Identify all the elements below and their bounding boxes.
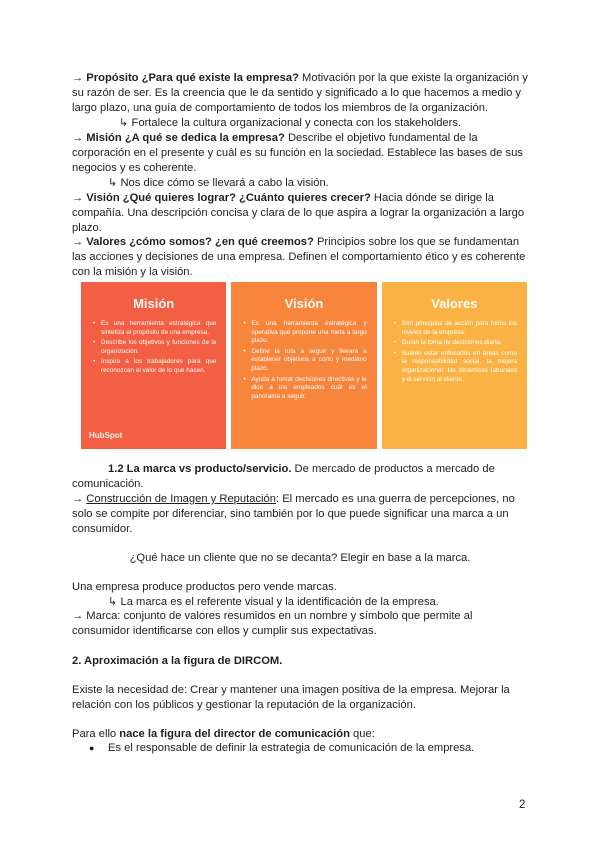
marca-definition-line-2: consumidor identificarse con ellos y cumplir sus expectativas.: [72, 625, 377, 637]
column-item: • Inspira a los trabajadores para que reconozcan el valor de lo que hacen.: [101, 358, 216, 375]
arrow: →: [72, 72, 87, 84]
dircom-heading: 2. Aproximación a la figura de DIRCOM.: [72, 655, 283, 667]
proposito-title: Propósito ¿Para qué existe la empresa?: [86, 72, 299, 84]
infographic-column-mision: [81, 282, 226, 449]
vision-line-1: [72, 191, 494, 206]
arrow: →: [72, 192, 87, 204]
column-item: • Suelen estar enfocados en áreas como la responsabilidad social, la mejora organizacional, las dinámicas laborales y el servicio al cliente.: [402, 350, 517, 384]
page-number: 2: [519, 799, 526, 811]
proposito-line-3: largo plazo, una guía de comportamiento de todos los miembros de la organización.: [72, 102, 489, 114]
mision-line-3: negocios y es coherente.: [72, 162, 197, 174]
arrow: →: [72, 132, 87, 144]
valores-text: Principios sobre los que se fundamentan: [313, 236, 520, 248]
dircom-paragraph-line-2: relación con los públicos y gestionar la reputación de la organización.: [72, 699, 416, 711]
column-item: • Es una herramienta estratégica que sintetiza el propósito de una empresa.: [101, 320, 216, 337]
column-item: • Guían la toma de decisiones diaria.: [402, 339, 517, 348]
dircom-intro: [72, 727, 375, 742]
mision-title: Misión ¿A qué se dedica la empresa?: [86, 132, 285, 144]
column-item: • Son principios de acción para todos los niveles de la empresa.: [402, 320, 517, 337]
proposito-line-2: su razón de ser. Es la creencia que le da sentido y significado a lo que hacemos a medio y: [72, 87, 522, 99]
column-list: [91, 320, 216, 376]
imagen-reputacion-term: Construcción de Imagen y Reputación: [86, 493, 276, 505]
column-title: Valores: [431, 296, 478, 311]
marca-question: ¿Qué hace un cliente que no se decanta? Elegir en base a la marca.: [129, 552, 471, 564]
arrow: →: [72, 493, 87, 505]
column-item: • Es una herramienta estratégica y operativa que propone una meta a largo plazo.: [251, 320, 366, 346]
column-title: Visión: [284, 296, 324, 311]
column-list: [392, 320, 517, 384]
dircom-intro-end: que:: [349, 728, 375, 740]
vision-text: Hacia dónde se dirige la: [370, 192, 494, 204]
proposito-sub: ↳ Fortalece la cultura organizacional y conecta con los stakeholders.: [119, 117, 462, 129]
column-item: • Define la ruta a seguir y llevará a establecer objetivos a corto y mediano plazo.: [251, 348, 366, 374]
marca-sub: ↳ La marca es el referente visual y la identificación de la empresa.: [108, 596, 439, 608]
section-heading: 1.2 La marca vs producto/servicio.: [108, 463, 292, 475]
mision-sub: ↳ Nos dice cómo se llevará a cabo la visión.: [108, 177, 329, 189]
valores-line-3: con la misión y la visión.: [72, 266, 193, 278]
imagen-reputacion-line-3: consumidor.: [72, 523, 133, 535]
proposito-text: Motivación por la que existe la organización y: [298, 72, 528, 84]
column-item: • Describe los objetivos y funciones de la organización.: [101, 339, 216, 356]
mision-line-1: [72, 131, 478, 146]
dircom-intro-start: Para ello: [72, 728, 120, 740]
section-heading-rest: De mercado de productos a mercado de: [291, 463, 495, 475]
valores-title: Valores ¿cómo somos? ¿en qué creemos?: [86, 236, 314, 248]
valores-line-1: [72, 235, 519, 250]
dircom-bullet-1: Es el responsable de definir la estrategia de comunicación de la empresa.: [108, 742, 475, 754]
infographic-column-valores: [382, 282, 527, 449]
imagen-reputacion-line-1: [72, 492, 515, 507]
arrow: →: [72, 236, 87, 248]
imagen-reputacion-text: : El mercado es una guerra de percepciones, no: [275, 493, 515, 505]
mision-vision-valores-infographic: [81, 282, 527, 449]
dircom-intro-bold: nace la figura del director de comunicación: [119, 728, 350, 740]
vision-title: Visión ¿Qué quieres lograr? ¿Cuánto quieres crecer?: [86, 192, 371, 204]
column-list: [241, 320, 366, 401]
vision-line-3: plazo.: [72, 222, 102, 234]
marca-definition-line-1: → Marca: conjunto de valores resumidos en un nombre y símbolo que permite al: [72, 610, 473, 622]
infographic-column-vision: [231, 282, 376, 449]
marca-produce: Una empresa produce productos pero vende marcas.: [72, 581, 337, 593]
mision-text: Describe el objetivo fundamental de la: [284, 132, 478, 144]
valores-line-2: las acciones y decisiones de una empresa. Definen el comportamiento ético y es coherente: [72, 251, 526, 263]
column-item: • Ayuda a tomar decisiones directivas y le dice a los empleados cuál es el panorama a seguir.: [251, 376, 366, 402]
marca-heading-line-2: comunicación.: [72, 478, 144, 490]
column-title: Misión: [133, 296, 175, 311]
hubspot-logo: HubSpot: [89, 430, 123, 440]
bullet-dot-icon: ●: [89, 743, 95, 753]
mision-line-2: corporación en el presente y cuál es su función en la sociedad. Establece las bases de sus: [72, 147, 523, 159]
dircom-paragraph-line-1: Existe la necesidad de: Crear y mantener una imagen positiva de la empresa. Mejorar la: [72, 684, 510, 696]
vision-line-2: compañía. Una descripción concisa y clara de lo que aspira a lograr la organización a largo: [72, 207, 525, 219]
marca-heading-line: [108, 462, 495, 477]
imagen-reputacion-line-2: solo se compite por diferenciar, sino también por lo que puede significar una marca a un: [72, 508, 509, 520]
proposito-line-1: [72, 71, 528, 86]
